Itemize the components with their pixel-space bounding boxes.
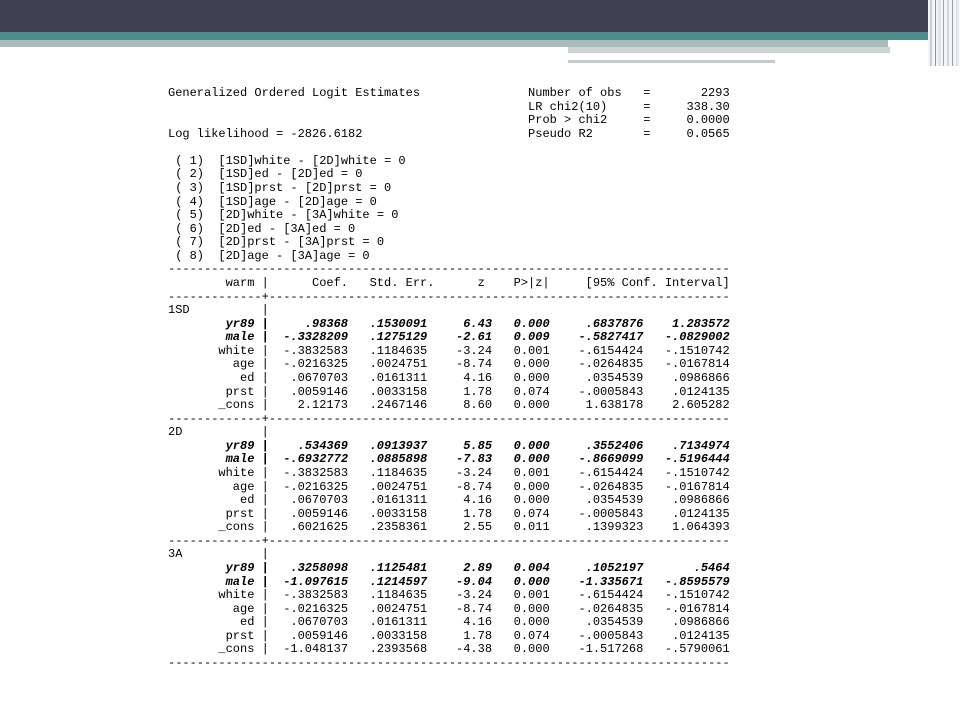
equation-name: 2D [168,425,183,440]
equals-sign: = [276,126,284,141]
cell-ci-high: .5464 [693,560,730,575]
constraint-expression: [1SD]prst - [2D]prst = 0 [218,180,392,195]
cell-z: 8.60 [463,398,493,413]
cell-p: 0.000 [513,438,550,453]
constraint-line [168,209,730,223]
column-separator: | [261,316,269,331]
cell-ci-low: .0354539 [585,370,644,385]
cell-se: .1125481 [369,560,428,575]
rule-line: -------------+---------------------------------------------------------------- [168,289,730,304]
cell-z: 5.85 [463,438,493,453]
cell-z: -3.24 [456,465,493,480]
table-row [168,508,730,522]
cell-ci-high: -.8595579 [664,574,730,589]
cell-ci-low: -.0005843 [578,384,644,399]
cell-p: 0.074 [513,384,550,399]
fit-stat-line [168,101,730,115]
column-separator: | [261,642,269,657]
accent-stripe-thin [568,60,775,63]
variable-name: white [218,465,255,480]
column-separator: | [261,506,269,521]
cell-ci-low: .0354539 [585,493,644,508]
table-row [168,616,730,630]
table-header [168,277,730,291]
variable-name: ed [240,370,255,385]
cell-coef: .0670703 [290,493,349,508]
cell-p: 0.001 [513,465,550,480]
constraint-line [168,250,730,264]
fit-stat-line [168,114,730,128]
constraint-line [168,168,730,182]
cell-z: 4.16 [463,615,493,630]
equation-name: 1SD [168,303,190,318]
cell-p: 0.000 [513,370,550,385]
table-row [168,331,730,345]
cell-ci-high: .0986866 [672,493,730,508]
equation-label-line [168,548,730,562]
constraint-expression: [1SD]age - [2D]age = 0 [218,194,377,209]
cell-ci-high: .0124135 [672,384,730,399]
cell-coef: .6021625 [290,520,349,535]
log-likelihood-label: Log likelihood [168,126,269,141]
cell-ci-low: 1.638178 [585,398,644,413]
cell-p: 0.001 [513,343,550,358]
cell-ci-high: -.1510742 [664,588,730,603]
column-separator: | [261,493,269,508]
cell-z: 1.78 [463,506,493,521]
column-separator: | [261,275,269,290]
cell-se: .2393568 [369,642,428,657]
constraint-line [168,182,730,196]
column-separator: | [261,384,269,399]
cell-coef: -.0216325 [283,479,349,494]
cell-z: -4.38 [456,642,493,657]
cell-z: 2.55 [463,520,493,535]
column-separator: | [261,425,269,440]
column-header-coef: Coef. [312,275,349,290]
variable-name: prst [225,506,255,521]
cell-z: -7.83 [456,452,493,467]
cell-z: -3.24 [456,343,493,358]
column-header-std-err: Std. Err. [369,275,435,290]
cell-coef: .0670703 [290,370,349,385]
cell-z: 6.43 [463,316,493,331]
cell-se: .1184635 [369,588,428,603]
accent-stripe-light [0,40,888,47]
cell-p: 0.074 [513,506,550,521]
cell-se: .2467146 [369,398,428,413]
cell-p: 0.001 [513,588,550,603]
cell-se: .0885898 [369,452,428,467]
constraint-number: ( 8) [175,248,204,263]
cell-ci-low: .0354539 [585,615,644,630]
cell-ci-low: -1.335671 [578,574,644,589]
table-row [168,630,730,644]
cell-p: 0.011 [513,520,550,535]
cell-ci-high: .7134974 [672,438,730,453]
cell-ci-low: -.6154424 [578,465,644,480]
constraint-expression: [2D]age - [3A]age = 0 [218,248,370,263]
cell-z: -8.74 [456,479,493,494]
table-row [168,453,730,467]
column-header-z: z [477,275,485,290]
cell-p: 0.000 [513,574,550,589]
cell-se: .0161311 [369,370,428,385]
table-rule [168,413,730,427]
output-title: Generalized Ordered Logit Estimates [168,86,421,100]
table-rule [168,535,730,549]
cell-ci-low: -.6154424 [578,343,644,358]
column-header-conf-interval: [95% Conf. Interval] [585,275,730,290]
fit-stat-value: 338.30 [686,99,730,114]
cell-se: .0161311 [369,493,428,508]
variable-name: prst [225,628,255,643]
cell-ci-low: -.5827417 [578,330,644,345]
variable-name: _cons [218,398,255,413]
table-row [168,345,730,359]
variable-name: _cons [218,520,255,535]
column-separator: | [261,479,269,494]
cell-se: .0033158 [369,506,428,521]
cell-se: .0024751 [369,479,428,494]
column-separator: | [261,343,269,358]
cell-p: 0.000 [513,357,550,372]
cell-z: -2.61 [456,330,493,345]
blank-line [168,141,730,155]
constraint-number: ( 7) [175,235,204,250]
cell-p: 0.009 [513,330,550,345]
cell-z: 2.89 [463,560,493,575]
table-row [168,386,730,400]
cell-ci-high: -.0167814 [664,479,730,494]
variable-name: ed [240,493,255,508]
cell-ci-low: -1.517268 [578,642,644,657]
fit-stat-label: LR chi2(10) [528,99,608,114]
variable-name: yr89 [225,560,255,575]
fit-stat-value: 2293 [700,86,730,100]
cell-se: .0024751 [369,357,428,372]
cell-z: -8.74 [456,357,493,372]
constraint-expression: [2D]white - [3A]white = 0 [218,208,399,223]
cell-z: 1.78 [463,628,493,643]
column-header-p: P>|z| [513,275,550,290]
log-likelihood-value: -2826.6182 [290,126,363,141]
cell-p: 0.000 [513,601,550,616]
table-row [168,576,730,590]
column-separator: | [261,303,269,318]
cell-ci-low: .1399323 [585,520,644,535]
cell-se: .0913937 [369,438,428,453]
variable-name: age [232,601,255,616]
fit-stat-value: 0.0000 [686,113,730,128]
column-separator: | [261,520,269,535]
dependent-variable: warm [225,275,255,290]
cell-ci-low: .3552406 [585,438,644,453]
slide-header-bar [0,0,928,32]
fit-stat-line [168,128,730,142]
rule-line: -------------+---------------------------------------------------------------- [168,411,730,426]
constraint-expression: [1SD]ed - [2D]ed = 0 [218,167,363,182]
variable-name: age [232,357,255,372]
constraint-number: ( 4) [175,194,204,209]
fit-stat-value: 0.0565 [686,126,730,141]
table-rule [168,263,730,277]
cell-p: 0.000 [513,642,550,657]
cell-se: .1275129 [369,330,428,345]
cell-p: 0.000 [513,398,550,413]
variable-name: yr89 [225,316,255,331]
cell-coef: -.3832583 [283,465,349,480]
cell-se: .1184635 [369,343,428,358]
constraint-line [168,155,730,169]
cell-coef: -.3328209 [283,330,349,345]
cell-coef: .534369 [297,438,349,453]
cell-coef: 2.12173 [297,398,349,413]
column-separator: | [261,628,269,643]
cell-se: .0161311 [369,615,428,630]
table-row [168,318,730,332]
equals-sign: = [643,126,651,141]
equation-label-line [168,304,730,318]
table-row [168,494,730,508]
cell-se: .0033158 [369,628,428,643]
constraint-number: ( 2) [175,167,204,182]
cell-coef: -1.097615 [283,574,349,589]
cell-ci-high: -.1510742 [664,465,730,480]
cell-ci-high: .0124135 [672,628,730,643]
column-separator: | [261,601,269,616]
cell-z: 4.16 [463,493,493,508]
cell-p: 0.000 [513,479,550,494]
cell-ci-low: -.0264835 [578,601,644,616]
cell-ci-high: 1.283572 [672,316,730,331]
cell-se: .0024751 [369,601,428,616]
table-row [168,643,730,657]
variable-name: white [218,588,255,603]
cell-z: -8.74 [456,601,493,616]
equals-sign: = [643,99,651,114]
table-row [168,467,730,481]
variable-name: ed [240,615,255,630]
fit-stat-label: Number of obs [528,86,622,100]
rule-line: ------------------------------------------------------------------------------ [168,262,730,277]
cell-coef: .0059146 [290,384,349,399]
cell-coef: -.0216325 [283,357,349,372]
cell-ci-low: .6837876 [585,316,644,331]
constraint-number: ( 1) [175,153,204,168]
cell-se: .1530091 [369,316,428,331]
constraint-number: ( 5) [175,208,204,223]
column-separator: | [261,560,269,575]
cell-p: 0.000 [513,452,550,467]
column-separator: | [261,398,269,413]
constraint-expression: [2D]prst - [3A]prst = 0 [218,235,385,250]
fit-stat-line [168,87,730,101]
column-separator: | [261,588,269,603]
column-separator: | [261,574,269,589]
cell-ci-high: 1.064393 [672,520,730,535]
cell-coef: -.3832583 [283,343,349,358]
cell-coef: -.0216325 [283,601,349,616]
cell-se: .2358361 [369,520,428,535]
equals-sign: = [643,113,651,128]
cell-coef: -.6932772 [283,452,349,467]
cell-ci-high: -.0167814 [664,601,730,616]
variable-name: male [225,574,255,589]
cell-p: 0.074 [513,628,550,643]
variable-name: male [225,330,255,345]
table-row [168,372,730,386]
cell-z: 4.16 [463,370,493,385]
cell-z: -9.04 [456,574,493,589]
column-separator: | [261,465,269,480]
cell-coef: -1.048137 [283,642,349,657]
cell-ci-low: -.0005843 [578,506,644,521]
equals-sign: = [643,86,651,100]
cell-p: 0.000 [513,493,550,508]
cell-ci-low: -.6154424 [578,588,644,603]
cell-se: .1184635 [369,465,428,480]
rule-line: -------------+---------------------------------------------------------------- [168,533,730,548]
table-rule [168,291,730,305]
accent-stripe [0,32,940,40]
cell-ci-low: -.0264835 [578,479,644,494]
column-separator: | [261,452,269,467]
table-row [168,481,730,495]
table-row [168,440,730,454]
cell-ci-high: .0986866 [672,615,730,630]
constraint-line [168,196,730,210]
rule-line: ------------------------------------------------------------------------------ [168,655,730,670]
table-row [168,399,730,413]
cell-ci-low: .1052197 [585,560,644,575]
cell-ci-low: -.8669099 [578,452,644,467]
column-separator: | [261,357,269,372]
equation-label-line [168,426,730,440]
table-row [168,521,730,535]
column-separator: | [261,547,269,562]
fit-stat-label: Prob > chi2 [528,113,608,128]
cell-ci-high: -.5790061 [664,642,730,657]
cell-coef: .0059146 [290,506,349,521]
cell-z: 1.78 [463,384,493,399]
cell-coef: -.3832583 [283,588,349,603]
cell-coef: .0670703 [290,615,349,630]
cell-ci-high: -.5196444 [664,452,730,467]
cell-ci-low: -.0005843 [578,628,644,643]
cell-ci-high: .0986866 [672,370,730,385]
decorative-edge-lines [928,0,960,66]
cell-p: 0.000 [513,615,550,630]
constraint-line [168,236,730,250]
variable-name: yr89 [225,438,255,453]
cell-ci-high: .0124135 [672,506,730,521]
variable-name: prst [225,384,255,399]
cell-se: .1214597 [369,574,428,589]
cell-coef: .0059146 [290,628,349,643]
accent-stripe-right [568,47,890,53]
cell-coef: .98368 [304,316,349,331]
cell-se: .0033158 [369,384,428,399]
cell-z: -3.24 [456,588,493,603]
constraint-expression: [1SD]white - [2D]white = 0 [218,153,406,168]
cell-p: 0.000 [513,316,550,331]
column-separator: | [261,370,269,385]
table-row [168,589,730,603]
equation-name: 3A [168,547,183,562]
cell-ci-high: -.0167814 [664,357,730,372]
variable-name: _cons [218,642,255,657]
constraint-expression: [2D]ed - [3A]ed = 0 [218,221,356,236]
cell-ci-high: -.0829002 [664,330,730,345]
table-rule [168,657,730,671]
cell-ci-low: -.0264835 [578,357,644,372]
table-row [168,358,730,372]
cell-ci-high: 2.605282 [672,398,730,413]
cell-ci-high: -.1510742 [664,343,730,358]
table-row [168,562,730,576]
constraint-line [168,223,730,237]
regression-output [168,87,730,671]
variable-name: male [225,452,255,467]
variable-name: age [232,479,255,494]
column-separator: | [261,438,269,453]
table-row [168,603,730,617]
constraint-number: ( 3) [175,180,204,195]
variable-name: white [218,343,255,358]
column-separator: | [261,330,269,345]
cell-p: 0.004 [513,560,550,575]
cell-coef: .3258098 [290,560,349,575]
fit-stat-label: Pseudo R2 [528,126,593,141]
constraint-number: ( 6) [175,221,204,236]
column-separator: | [261,615,269,630]
